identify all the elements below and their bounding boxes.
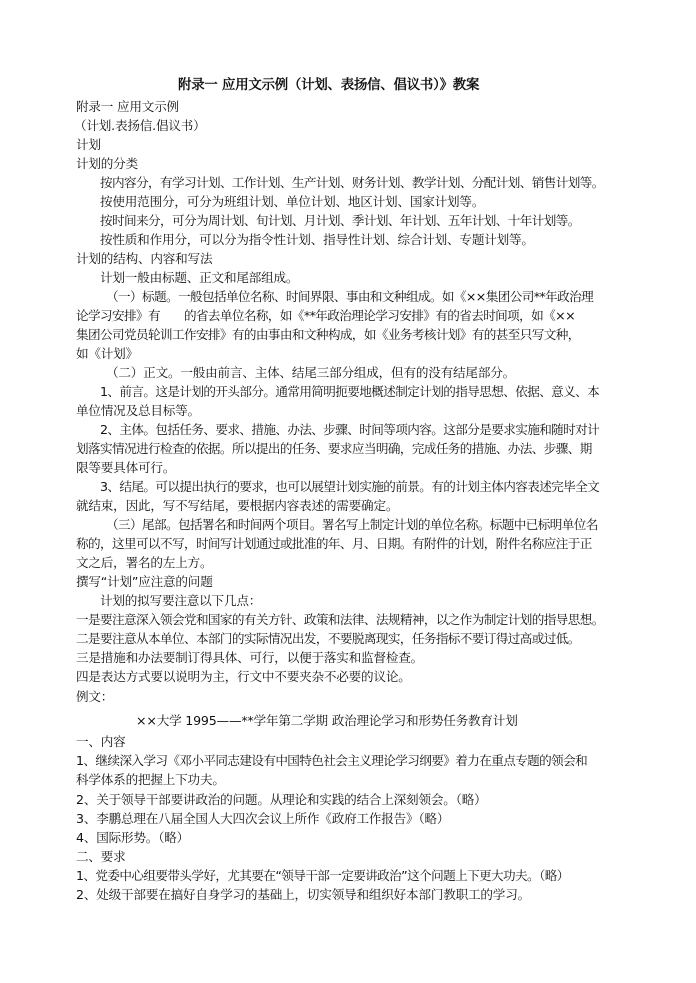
text-line: 按性质和作用分，可以分为指令性计划、指导性计划、综合计划、专题计划等。: [100, 232, 534, 247]
text-line: 3、结尾。可以提出执行的要求，也可以展望计划实施的前景。有的计划主体内容表述完毕全文: [100, 479, 600, 494]
text-line: 一是要注意深入领会党和国家的有关方针、政策和法律、法规精神，以之作为制定计划的指导思想。: [76, 612, 604, 627]
text-line: 集团公司党员轮训工作安排》有的由事由和文种构成，如《业务考核计划》有的甚至只写文种，: [76, 327, 580, 342]
document-title: 附录一 应用文示例（计划、表扬信、倡议书）》教案: [178, 78, 480, 93]
section-heading: 计划的结构、内容和写法: [76, 251, 213, 266]
section-heading: 计划的分类: [76, 156, 138, 171]
text-line: 划落实情况进行检查的依据。所以提出的任务、要求应当明确，完成任务的措施、办法、步骤、期: [76, 441, 592, 456]
text-line: 称的，这里可以不写，时间写计划通过或批准的年、月、日期。有附件的计划，附件名称应注于正: [76, 536, 592, 551]
text-line: 附录一 应用文示例: [76, 99, 179, 114]
text-line: 按使用范围分，可分为班组计划、单位计划、地区计划、国家计划等。: [100, 194, 485, 209]
text-line: 科学体系的把握上下功夫。: [76, 772, 225, 787]
text-line: 计划的拟写要注意以下几点：: [100, 593, 262, 608]
text-line: 2、处级干部要在搞好自身学习的基础上，切实领导和组织好本部门教职工的学习。: [76, 887, 530, 902]
text-line: 4、国际形势。（略）: [76, 830, 190, 845]
text-line: （计划.表扬信.倡议书）: [74, 118, 206, 133]
text-line: 1、前言。这是计划的开头部分。通常用简明扼要地概述制定计划的指导思想、依据、意义、本: [100, 384, 600, 399]
text-line: 例文：: [76, 689, 114, 704]
text-line: 单位情况及总目标等。: [76, 403, 200, 418]
section-heading: 二、要求: [76, 849, 126, 864]
text-line: 如《计划》: [76, 346, 138, 361]
text-line: （三）尾部。包括署名和时间两个项目。署名写上制定计划的单位名称。标题中已标明单位名: [106, 517, 598, 532]
text-line: 按时间来分，可分为周计划、旬计划、月计划、季计划、年计划、五年计划、十年计划等。: [100, 213, 580, 228]
text-line: 1、继续深入学习《邓小平同志建设有中国特色社会主义理论学习纲要》着力在重点专题的领会和: [76, 753, 588, 768]
text-line: 限等要具体可行。: [76, 460, 176, 475]
text-line: 三是措施和办法要制订得具体、可行，以便于落实和监督检查。: [76, 650, 424, 665]
text-line: （二）正文。一般由前言、主体、结尾三部分组成，但有的没有结尾部分。: [106, 365, 515, 380]
section-heading: 一、内容: [76, 734, 126, 749]
text-line: 2、主体。包括任务、要求、措施、办法、步骤、时间等项内容。这部分是要求实施和随时对计: [100, 422, 600, 437]
text-line: 计划一般由标题、正文和尾部组成。: [100, 270, 299, 285]
text-line: 二是要注意从本单位、本部门的实际情况出发，不要脱离现实，任务指标不要订得过高或过低。: [76, 631, 580, 646]
example-title: ××大学 1995——**学年第二学期 政治理论学习和形势任务教育计划: [136, 713, 518, 728]
section-heading: 撰写“计划”应注意的问题: [76, 574, 213, 589]
text-line: 计划: [76, 137, 101, 152]
text-line: 四是表达方式要以说明为主，行文中不要夹杂不必要的议论。: [76, 669, 411, 684]
text-line: 2、关于领导干部要讲政治的问题。从理论和实践的结合上深刻领会。（略）: [76, 792, 487, 807]
text-line: 就结束，因此，写不写结尾，要根据内容表述的需要确定。: [76, 498, 399, 513]
text-line: 论学习安排》有 的省去单位名称，如《**年政治理论学习安排》有的省去时间项，如《××: [76, 308, 576, 323]
text-line: 3、李鹏总理在八届全国人大四次会议上所作《政府工作报告》（略）: [76, 811, 450, 826]
text-line: 1、党委中心组要带头学好，尤其要在“领导干部一定要讲政治”这个问题上下更大功夫。（略）: [76, 868, 569, 883]
text-line: 文之后，署名的左上方。: [76, 555, 213, 570]
text-line: 按内容分，有学习计划、工作计划、生产计划、财务计划、教学计划、分配计划、销售计划等。: [100, 175, 604, 190]
text-line: （一）标题。一般包括单位名称、时间界限、事由和文种组成。如《××集团公司**年政治理: [106, 289, 594, 304]
